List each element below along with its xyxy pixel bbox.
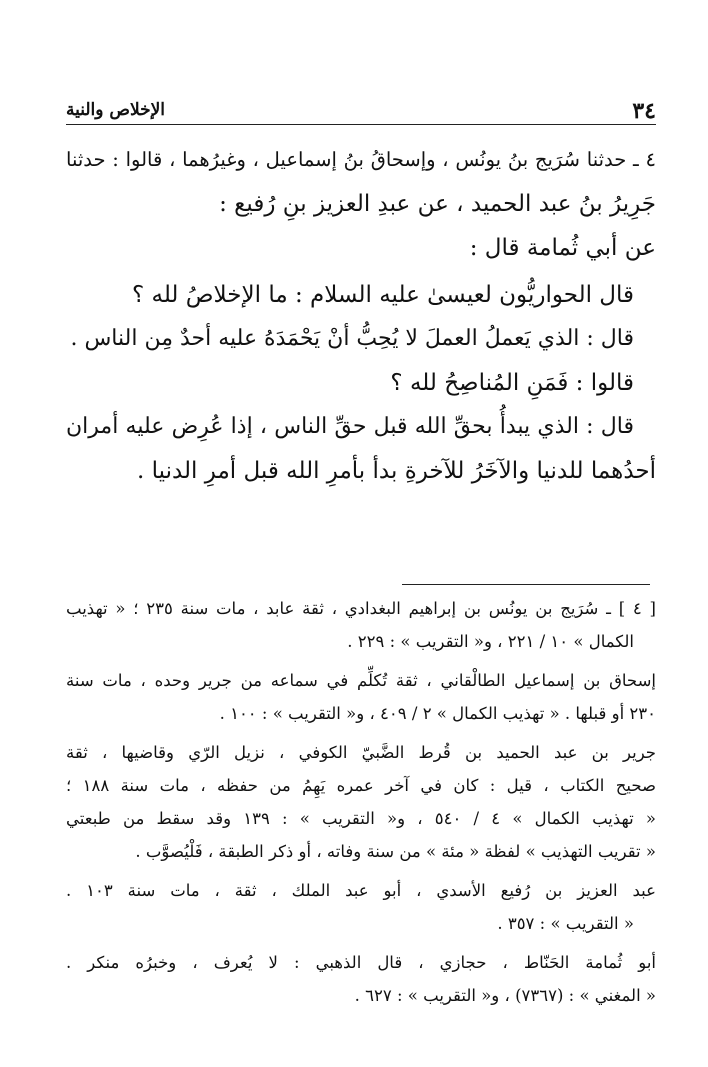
footnote-line: أبو ثُمامة الحَنّاط ، حجازي ، قال الذهبي : لا يُعرف ، وخبرُه منكر .	[66, 953, 656, 972]
body-line: قال الحواريُّون لعيسىٰ عليه السلام : ما الإخلاصُ لله ؟	[131, 282, 634, 308]
body-line: أحدُهما للدنيا والآخَرُ للآخرةِ بدأ بأمرِ الله قبل أمرِ الدنيا .	[137, 458, 656, 484]
footnote-line: [ ٤ ] ـ سُرَيج بن يونُس بن إبراهيم البغدادي ، ثقة عابد ، مات سنة ٢٣٥ ؛ « تهذيب	[66, 599, 656, 618]
footnote-line: « المغني » : (٧٣٦٧) ، و« التقريب » : ٦٢٧ .	[354, 986, 656, 1005]
footnote-separator	[402, 584, 650, 585]
body-line: قال : الذي يَعملُ العملَ لا يُحِبُّ أنْ يَحْمَدَهُ عليه أحدٌ مِن الناس .	[70, 326, 634, 351]
footnote-line: إسحاق بن إسماعيل الطالْقاني ، ثقة تُكلِّم في سماعه من جرير وحده ، مات سنة	[66, 671, 656, 690]
body-line: جَرِيرُ بنُ عبد الحميد ، عن عبدِ العزيز بنِ رُفيع :	[219, 191, 656, 217]
footnote-line: « التقريب » : ٣٥٧ .	[497, 914, 634, 933]
hadith-text	[66, 138, 656, 493]
footnote-line: « تهذيب الكمال » ٤ / ٥٤٠ ، و« التقريب » : ١٣٩ وقد سقط من طبعتي	[66, 809, 656, 828]
page-number: ٣٤	[632, 98, 656, 124]
page-header	[66, 96, 656, 125]
body-line: عن أبي ثُمامة قال :	[469, 235, 656, 261]
body-line: قال : الذي يبدأُ بحقِّ الله قبل حقِّ الناس ، إذا عُرِض عليه أمران	[66, 414, 634, 439]
footnotes	[66, 592, 656, 1012]
body-line: قالوا : فَمَنِ المُناصِحُ لله ؟	[390, 370, 634, 396]
footnote-line: جرير بن عبد الحميد بن قُرط الضَّبيّ الكوفي ، نزيل الرّي وقاضيها ، ثقة	[66, 743, 656, 762]
footnote-line: « تقريب التهذيب » لفظة « مئة » من سنة وفاته ، أو ذكر الطبقة ، فَلْيُصوَّب .	[135, 842, 656, 861]
footnote-line: عبد العزيز بن رُفيع الأسدي ، أبو عبد الملك ، ثقة ، مات سنة ١٠٣ .	[66, 881, 656, 900]
body-line: ٤ ـ حدثنا سُرَيج بنُ يونُس ، وإسحاقُ بنُ إسماعيل ، وغيرُهما ، قالوا : حدثنا	[66, 148, 656, 171]
footnote-line: صحيح الكتاب ، قيل : كان في آخر عمره يَهِمُ من حفظه ، مات سنة ١٨٨ ؛	[66, 776, 656, 795]
footnote-line: الكمال » ١٠ / ٢٢١ ، و« التقريب » : ٢٢٩ .	[347, 632, 634, 651]
running-title: الإخلاص والنية	[66, 100, 166, 120]
footnote-line: ٢٣٠ أو قبلها . « تهذيب الكمال » ٢ / ٤٠٩ ، و« التقريب » : ١٠٠ .	[219, 704, 656, 723]
